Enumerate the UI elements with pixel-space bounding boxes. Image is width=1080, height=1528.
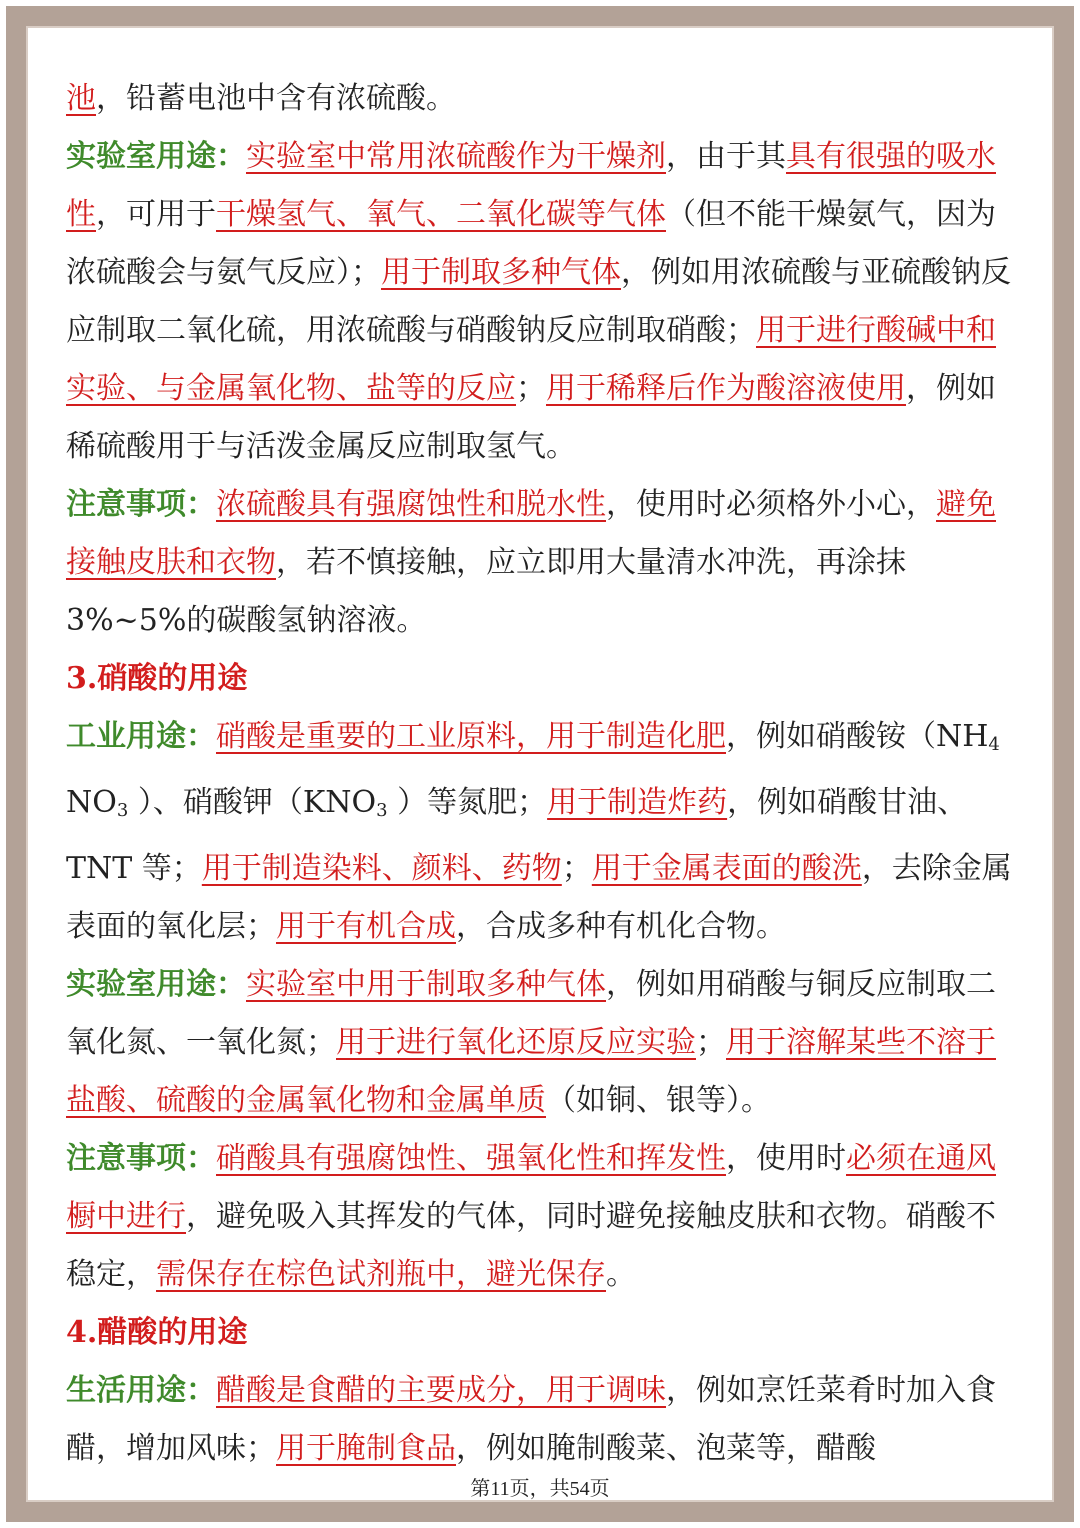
section-label: 工业用途： [66, 719, 216, 754]
section-label: 实验室用途： [66, 967, 246, 1002]
paragraph: 工业用途：硝酸是重要的工业原料，用于制造化肥，例如硝酸铵（$NH_4$ $NO_3$ ）、硝酸钾（$KNO_3$ ）等氮肥；用于制造炸药，例如硝酸甘油、TNT 等；用于制造染料、颜料、药物；用于金属表面的酸洗，去除金属表面的氧化层；用于有机合成，合成多种有机化合物。 [66, 719, 1012, 944]
paragraph: 生活用途：醋酸是食醋的主要成分，用于调味，例如烹饪菜肴时加入食醋，增加风味；用于腌制食品，例如腌制酸菜、泡菜等，醋酸 [66, 1373, 996, 1466]
section-heading: 4.醋酸的用途 [66, 1315, 248, 1350]
paragraph: 注意事项：硝酸具有强腐蚀性、强氧化性和挥发性，使用时必须在通风橱中进行，避免吸入其挥发的气体，同时避免接触皮肤和衣物。硝酸不稳定，需保存在棕色试剂瓶中，避光保存。 [66, 1141, 996, 1292]
section-label: 实验室用途： [66, 139, 246, 174]
paragraph: 池，铅蓄电池中含有浓硫酸。 [66, 81, 456, 116]
document-body [66, 70, 1016, 1478]
paragraph: 注意事项：浓硫酸具有强腐蚀性和脱水性，使用时必须格外小心，避免接触皮肤和衣物，若不慎接触，应立即用大量清水冲洗，再涂抹 3%~5%的碳酸氢钠溶液。 [66, 487, 996, 638]
section-label: 生活用途： [66, 1373, 216, 1408]
paragraph: 实验室用途：实验室中常用浓硫酸作为干燥剂，由于其具有很强的吸水性，可用于干燥氢气、氧气、二氧化碳等气体（但不能干燥氨气，因为浓硫酸会与氨气反应）；用于制取多种气体，例如用浓硫酸与亚硫酸钠反应制取二氧化硫，用浓硫酸与硝酸钠反应制取硝酸；用于进行酸碱中和实验、与金属氧化物、盐等的反应；用于稀释后作为酸溶液使用，例如稀硫酸用于与活泼金属反应制取氢气。 [66, 139, 1011, 464]
section-label: 注意事项： [66, 487, 216, 522]
section-heading: 3.硝酸的用途 [66, 661, 248, 696]
paragraph: 实验室用途：实验室中用于制取多种气体，例如用硝酸与铜反应制取二氧化氮、一氧化氮；用于进行氧化还原反应实验；用于溶解某些不溶于盐酸、硫酸的金属氧化物和金属单质（如铜、银等）。 [66, 967, 996, 1118]
page-number: 第11页，共54页 [470, 1478, 610, 1500]
section-label: 注意事项： [66, 1141, 216, 1176]
